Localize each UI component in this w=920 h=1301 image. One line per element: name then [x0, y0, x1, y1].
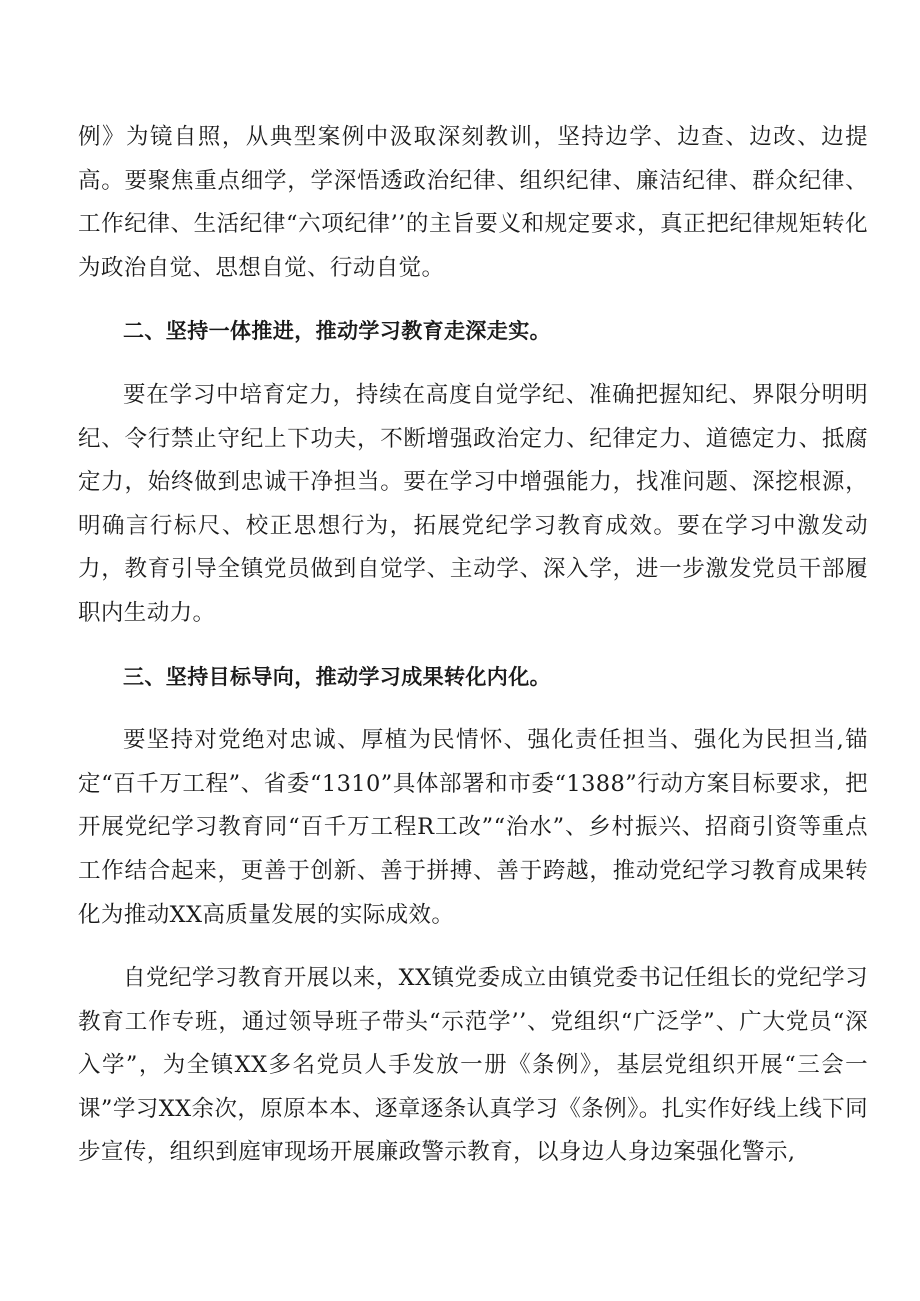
paragraph-1: 例》为镜自照，从典型案例中汲取深刻教训，坚持边学、边查、边改、边提高。要聚焦重点细学，学深悟透政治纪律、组织纪律、廉洁纪律、群众纪律、工作纪律、生活纪律“六项纪律’’的主旨要义和规定要求，真正把纪律规矩转化为政治自觉、思想自觉、行动自觉。	[78, 124, 868, 281]
document-body	[78, 116, 868, 1175]
section-heading-3: 三、坚持目标导向，推动学习成果转化内化。	[123, 664, 551, 689]
paragraph-4: 自党纪学习教育开展以来，XX镇党委成立由镇党委书记任组长的党纪学习教育工作专班，通过领导班子带头“示范学’’、党组织“广泛学”、广大党员“深入学”，为全镇XX多名党员人手发放一册《条例》，基层党组织开展“三会一课”学习XX余次，原原本本、逐章逐条认真学习《条例》。扎实作好线上线下同步宣传，组织到庭审现场开展廉政警示教育，以身边人身边案强化警示,	[78, 965, 868, 1166]
paragraph-2: 要在学习中培育定力，持续在高度自觉学纪、准确把握知纪、界限分明明纪、令行禁止守纪上下功夫，不断增强政治定力、纪律定力、道德定力、抵腐定力，始终做到忠诚干净担当。要在学习中增强能力，找准问题、深挖根源，明确言行标尺、校正思想行为，拓展党纪学习教育成效。要在学习中激发动力，教育引导全镇党员做到自觉学、主动学、深入学，进一步激发党员干部履职内生动力。	[78, 381, 868, 626]
section-heading-2: 二、坚持一体推进，推动学习教育走深走实。	[123, 319, 551, 344]
paragraph-3: 要坚持对党绝对忠诚、厚植为民情怀、强化责任担当、强化为民担当,锚定“百千万工程”、省委“1310”具体部署和市委“1388”行动方案目标要求，把开展党纪学习教育同“百千万工程R工改”“治水”、乡村振兴、招商引资等重点工作结合起来，更善于创新、善于拼搏、善于跨越，推动党纪学习教育成果转化为推动XX高质量发展的实际成效。	[78, 727, 868, 928]
